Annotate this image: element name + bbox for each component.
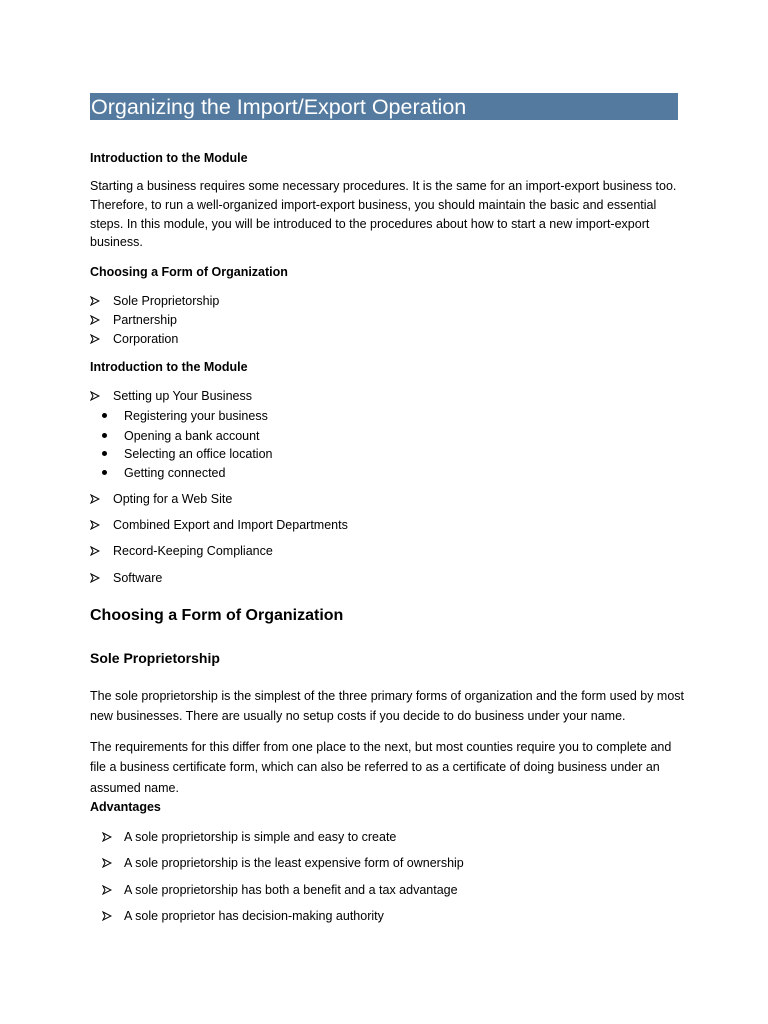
sub-list-item: Selecting an office location [124, 447, 273, 461]
bullet-dot-icon [102, 451, 107, 456]
arrow-bullet-icon [102, 911, 112, 921]
list-item: Corporation [113, 332, 179, 346]
sub-list-item: Getting connected [124, 466, 226, 480]
advantages-heading: Advantages [90, 800, 161, 814]
bullet-dot-icon [102, 413, 107, 418]
arrow-bullet-icon [90, 315, 100, 325]
advantage-item: A sole proprietorship is simple and easy to create [124, 830, 397, 844]
arrow-bullet-icon [90, 391, 100, 401]
page-title: Organizing the Import/Export Operation [91, 95, 467, 119]
advantage-item: A sole proprietor has decision-making authority [124, 909, 384, 923]
arrow-bullet-icon [90, 296, 100, 306]
arrow-bullet-icon [102, 858, 112, 868]
section-heading-forms-large: Choosing a Form of Organization [90, 607, 344, 624]
advantage-item: A sole proprietorship is the least expensive form of ownership [124, 856, 464, 870]
bullet-dot-icon [102, 433, 107, 438]
list-item: Setting up Your Business [113, 389, 252, 403]
arrow-bullet-icon [90, 334, 100, 344]
list-item: Partnership [113, 313, 177, 327]
sole-prop-paragraph-2: The requirements for this differ from one place to the next, but most counties require you to complete and file a business certificate form, which can also be referred to as a certificate of doing business under an assumed name. [90, 740, 672, 795]
arrow-bullet-icon [102, 832, 112, 842]
list-item: Record-Keeping Compliance [113, 544, 273, 558]
list-item: Combined Export and Import Departments [113, 518, 348, 532]
list-item: Opting for a Web Site [113, 492, 233, 506]
section-heading-intro: Introduction to the Module [90, 151, 248, 165]
advantage-item: A sole proprietorship has both a benefit and a tax advantage [124, 883, 458, 897]
arrow-bullet-icon [90, 573, 100, 583]
section-heading-intro-2: Introduction to the Module [90, 360, 248, 374]
bullet-dot-icon [102, 470, 107, 475]
arrow-bullet-icon [90, 520, 100, 530]
intro-paragraph: Starting a business requires some necessary procedures. It is the same for an import-export business too. Therefore, to run a well-organized import-export business, you should maintain the basic and essential steps. In this module, you will be introduced to the procedures about how to start a new import-export business. [90, 179, 677, 250]
arrow-bullet-icon [90, 494, 100, 504]
sole-prop-paragraph-1: The sole proprietorship is the simplest of the three primary forms of organization and the form used by most new businesses. There are usually no setup costs if you decide to do business under your name. [90, 689, 685, 724]
section-heading-forms: Choosing a Form of Organization [90, 265, 288, 279]
subheading-sole-proprietorship: Sole Proprietorship [90, 650, 220, 666]
arrow-bullet-icon [102, 885, 112, 895]
list-item: Sole Proprietorship [113, 294, 220, 308]
sub-list-item: Opening a bank account [124, 429, 260, 443]
list-item: Software [113, 571, 163, 585]
sub-list-item: Registering your business [124, 409, 268, 423]
arrow-bullet-icon [90, 546, 100, 556]
